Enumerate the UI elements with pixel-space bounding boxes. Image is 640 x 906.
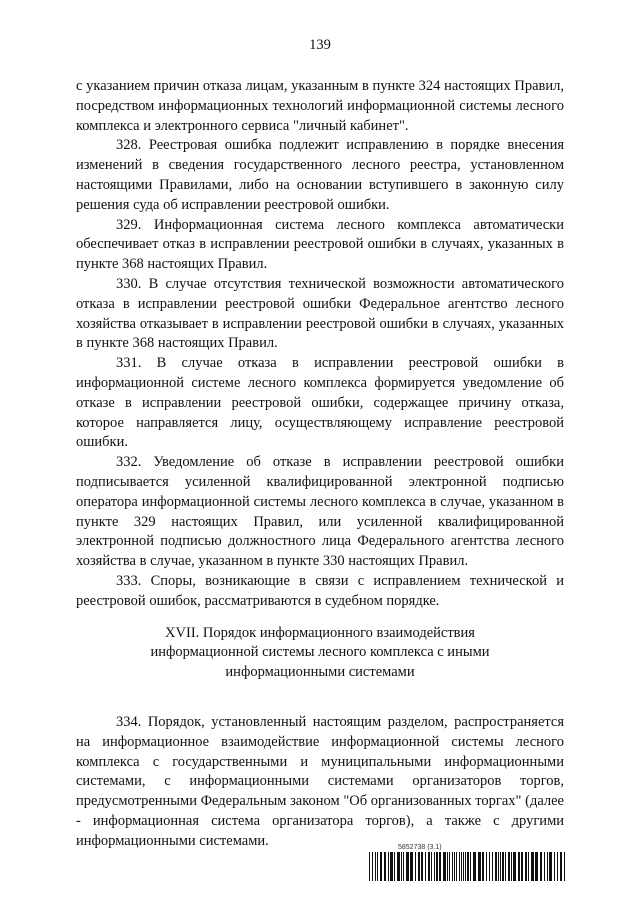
barcode-bar: [513, 852, 516, 881]
barcode-bar: [557, 852, 558, 881]
barcode-bar: [544, 852, 545, 881]
barcode-bar: [560, 852, 562, 881]
section-heading-line-1: XVII. Порядок информационного взаимодействия: [165, 624, 475, 641]
barcode-bar: [470, 852, 471, 881]
barcode-bar: [495, 852, 497, 881]
barcode-bar: [540, 852, 542, 881]
barcode-bar: [502, 852, 504, 881]
barcode-bar: [372, 852, 373, 881]
barcode-bar: [511, 852, 512, 881]
barcode-bar: [415, 852, 416, 881]
paragraph-329: 329. Информационная система лесного комплекса автоматически обеспечивает отказ в исправлении реестровой ошибки в случаях, указанных в пункте 368 настоящих Правил.: [76, 216, 564, 273]
page-number: 139: [309, 37, 331, 53]
barcode-bar: [431, 852, 432, 881]
barcode-bar: [518, 852, 520, 881]
barcode-bar: [380, 852, 382, 881]
barcode-bar: [401, 852, 402, 881]
paragraph-330: 330. В случае отсутствия технической возможности автоматического отказа в исправлении реестровой ошибки Федеральное агентство лесного хозяйства отказывает в исправлении реестровой ошибки в случаях, указанных в пункте 368 настоящих Правил.: [76, 275, 564, 352]
barcode-bar: [486, 852, 487, 881]
barcode-bar: [425, 852, 426, 881]
barcode-bar: [428, 852, 430, 881]
barcode-bar: [535, 852, 538, 881]
barcode-bar: [564, 852, 565, 881]
barcode-bar: [456, 852, 457, 881]
barcode-bar: [528, 852, 529, 881]
paragraph-333: 333. Споры, возникающие в связи с исправлением технической и реестровой ошибок, рассматриваются в судебном порядке.: [76, 572, 564, 609]
barcode-bar: [461, 852, 462, 881]
barcode-bar: [375, 852, 376, 881]
barcode-bar: [454, 852, 455, 881]
barcode-bar: [549, 852, 552, 881]
barcode-bar: [459, 852, 460, 881]
barcode-bar: [388, 852, 389, 881]
barcode-bar: [489, 852, 490, 881]
barcode-bar: [447, 852, 448, 881]
barcode-bar: [492, 852, 493, 881]
barcode-bar: [397, 852, 400, 881]
barcode-bar: [390, 852, 393, 881]
barcode-bar: [394, 852, 395, 881]
barcode-bar: [465, 852, 466, 881]
barcode-bar: [478, 852, 481, 881]
barcode-bar: [547, 852, 548, 881]
barcode-bar: [525, 852, 527, 881]
barcode-bar: [505, 852, 506, 881]
paragraph-328: 328. Реестровая ошибка подлежит исправлению в порядке внесения изменений в сведения государственного лесного реестра, установленном настоящими Правилами, либо на основании вступившего в законную силу решения суда об исправлении реестровой ошибки.: [76, 137, 564, 213]
paragraph-331: 331. В случае отказа в исправлении реестровой ошибки в информационной системе лесного комплекса формируется уведомление об отказе в исправлении реестровой ошибки, содержащее причину отказа, которое направляется лицу, осуществляющему исправление реестровой ошибки.: [76, 355, 564, 451]
barcode-bar: [369, 852, 370, 881]
barcode-bar: [467, 852, 469, 881]
document-barcode: [368, 843, 566, 881]
barcode-bar: [473, 852, 476, 881]
paragraph-332: 332. Уведомление об отказе в исправлении реестровой ошибки подписывается усиленной квалифицированной электронной подписью оператора информационной системы лесного комплекса в случае, указанном в пункте 329 настоящих Правил, или усиленной квалифицированной электронной подписью должностного лица Федерального агентства лесного хозяйства в случае, указанном в пункте 330 настоящих Правил.: [76, 454, 564, 570]
barcode-bar: [377, 852, 378, 881]
barcode-bar: [443, 852, 446, 881]
barcode-bar: [449, 852, 450, 881]
barcode-bar: [508, 852, 510, 881]
paragraph-334: 334. Порядок, установленный настоящим разделом, распространяется на информационное взаимодействие информационной системы лесного комплекса с государственными и муниципальными информационными системами, с информационными системами организаторов торгов, предусмотренными Федеральным законом "Об организованных торгах" (далее - информационная система организатора торгов), а также с другими информационными системами.: [76, 713, 564, 849]
barcode-bar: [436, 852, 438, 881]
barcode-bar: [410, 852, 413, 881]
barcode-bar: [554, 852, 555, 881]
barcode-bar: [434, 852, 435, 881]
barcode-bar: [463, 852, 464, 881]
barcode-bar: [482, 852, 484, 881]
section-heading: [76, 624, 564, 683]
barcode-bar: [521, 852, 523, 881]
barcode-bar: [418, 852, 420, 881]
barcode-bar: [403, 852, 404, 881]
barcode-bar: [439, 852, 441, 881]
barcode-bar: [452, 852, 453, 881]
barcode-bar: [384, 852, 386, 881]
barcode-image: [368, 852, 566, 881]
document-body: [76, 77, 564, 851]
barcode-bar: [421, 852, 423, 881]
barcode-bar: [500, 852, 501, 881]
section-heading-line-3: информационными системами: [225, 664, 415, 681]
barcode-number: 5852738 (3.1): [398, 844, 442, 851]
section-heading-line-2: информационной системы лесного комплекса с иными: [150, 644, 490, 661]
barcode-bar: [406, 852, 409, 881]
barcode-bar: [531, 852, 534, 881]
barcode-bar: [498, 852, 499, 881]
paragraph-continuation: с указанием причин отказа лицам, указанным в пункте 324 настоящих Правил, посредством информационных технологий информационной системы лесного комплекса и электронного сервиса "личный кабинет".: [76, 78, 564, 134]
